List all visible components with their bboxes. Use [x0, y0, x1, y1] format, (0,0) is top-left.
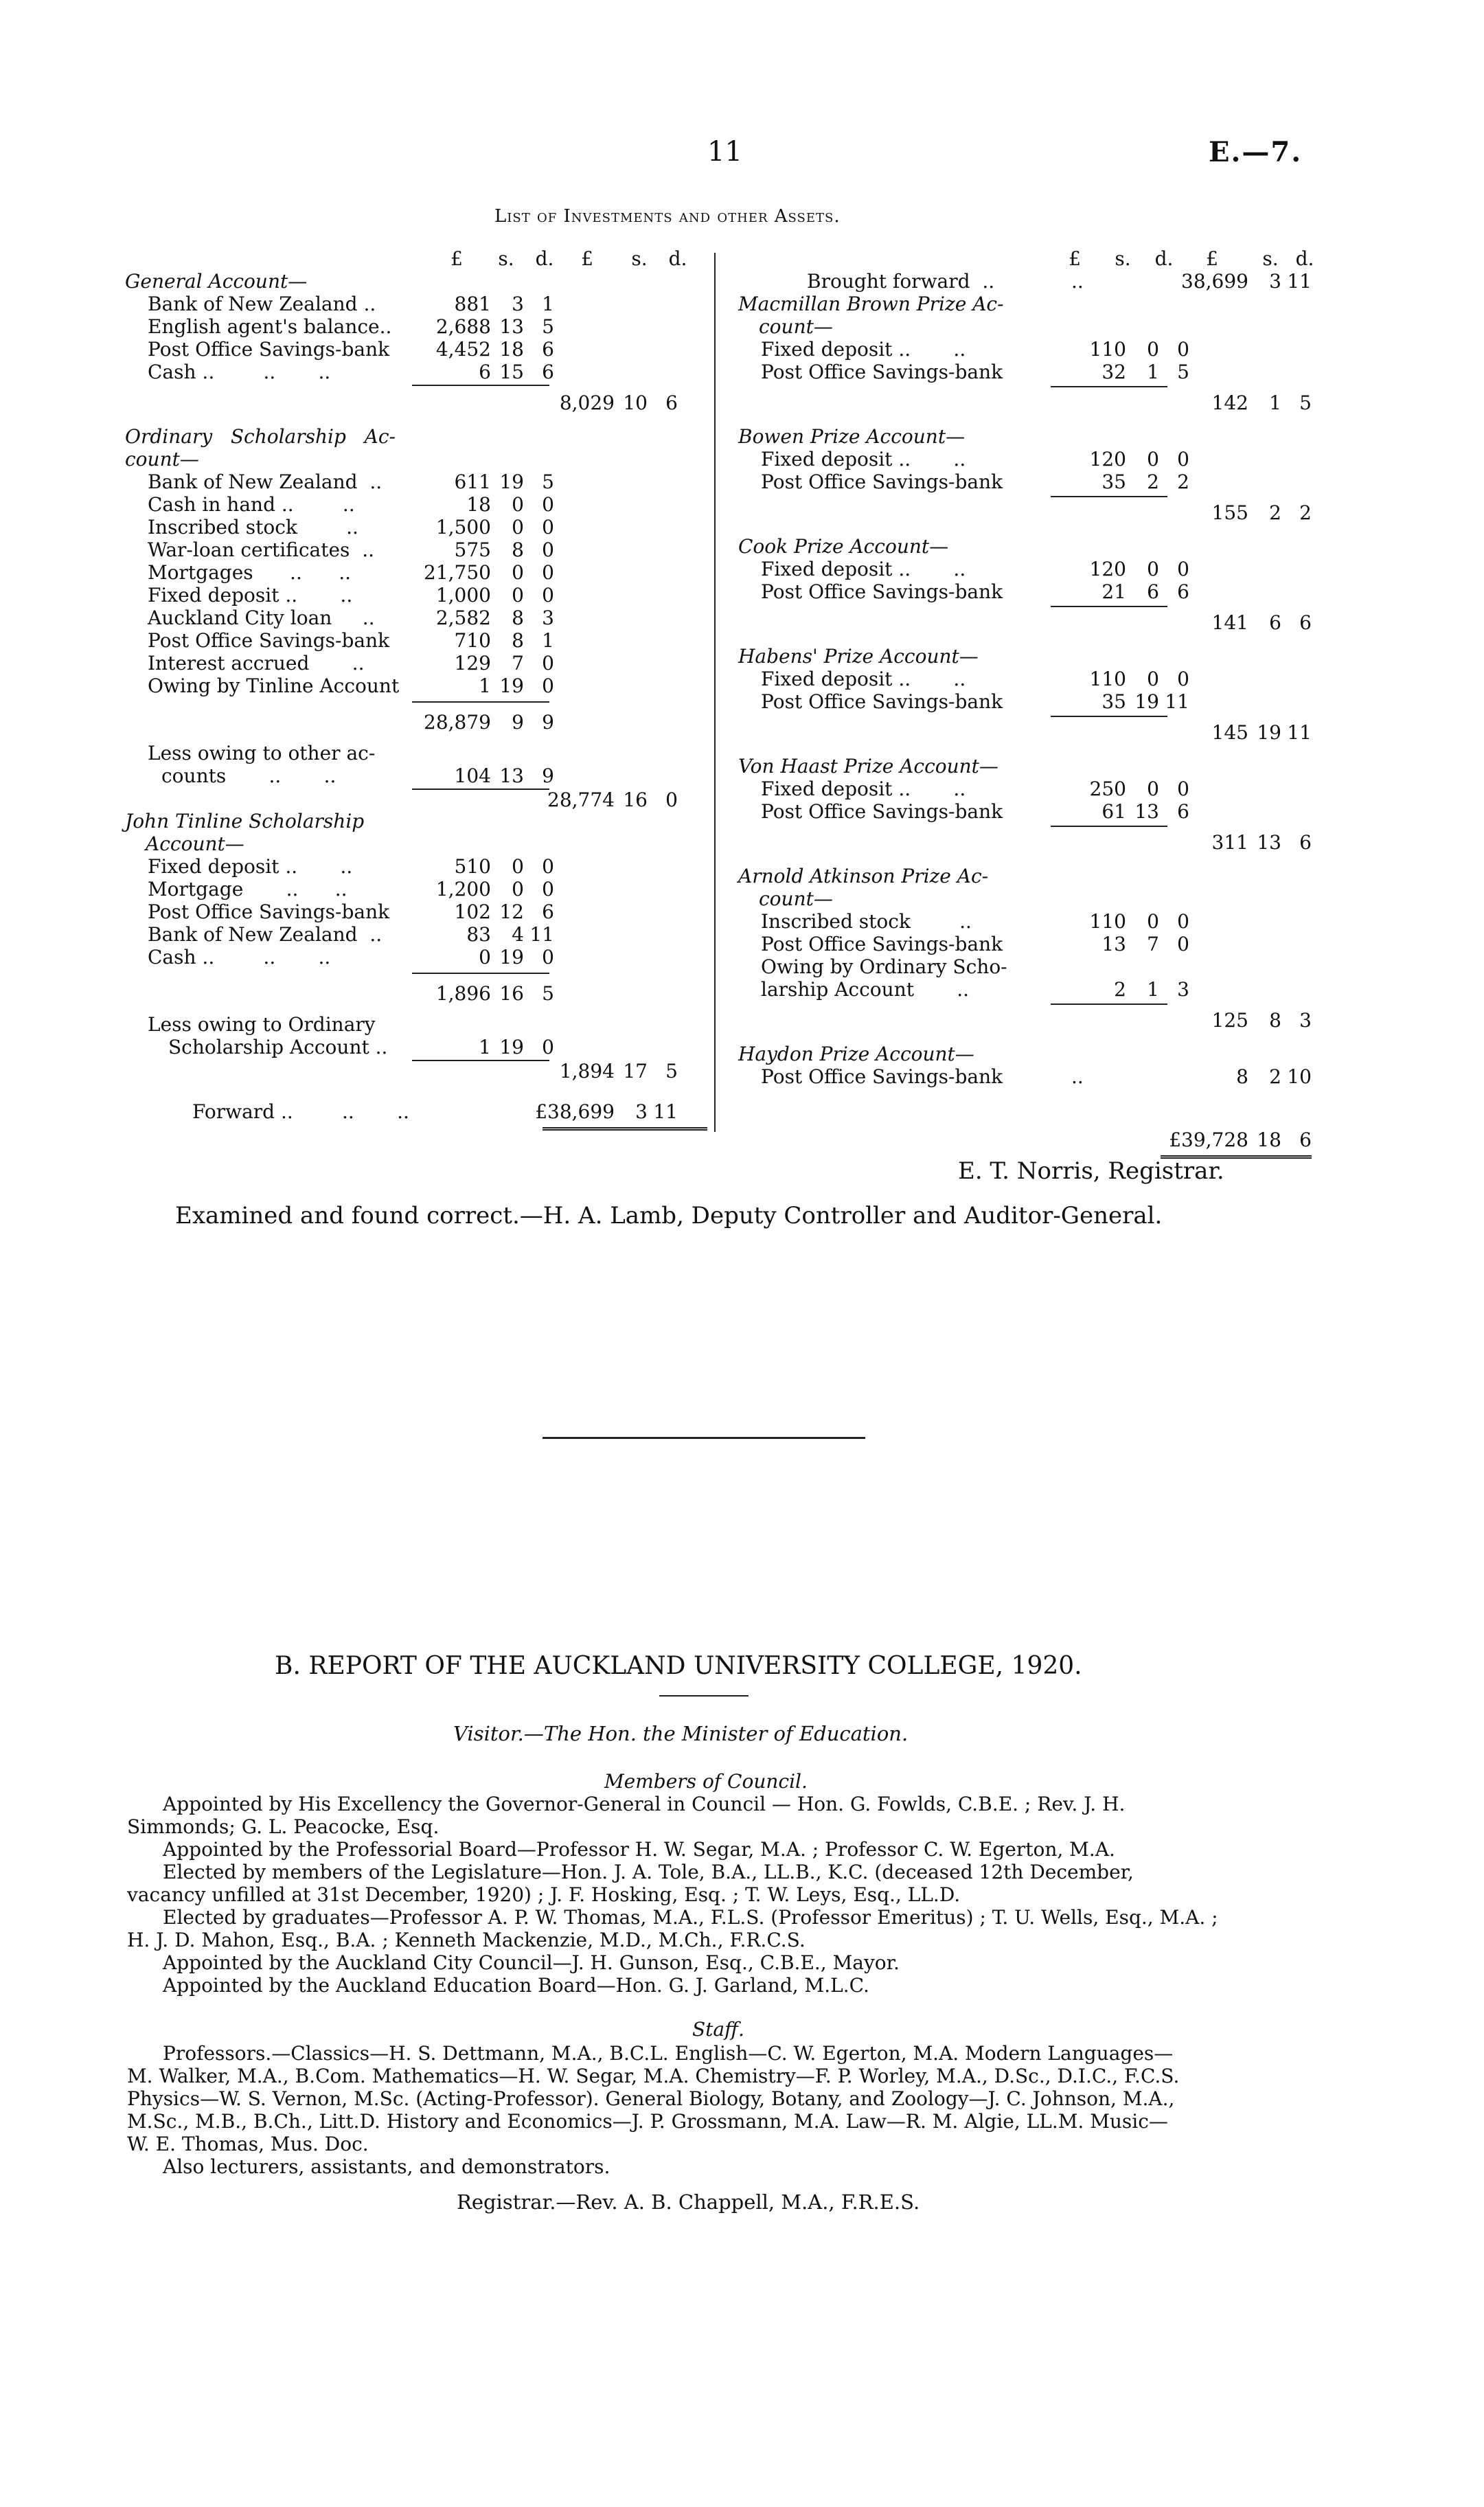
amount-shillings: 19: [499, 674, 524, 697]
account-heading: Arnold Atkinson Prize Ac-: [738, 865, 989, 887]
account-heading: count—: [759, 887, 833, 910]
currency-header: s.: [631, 247, 648, 270]
amount-pence: 0: [1177, 338, 1189, 361]
amount-pence: 9: [542, 764, 554, 787]
line-item-label: Bank of New Zealand ..: [148, 923, 383, 946]
amount-pence: 0: [542, 584, 554, 606]
amount-pounds: 2,688: [435, 315, 491, 338]
members-line: vacancy unfilled at 31st December, 1920) ; J. F. Hosking, Esq. ; T. W. Leys, Esq., LL.D.: [127, 1883, 961, 1906]
amount-shillings: 9: [512, 711, 524, 734]
members-line: Elected by graduates—Professor A. P. W. Thomas, M.A., F.L.S. (Professor Emeritus) ; T. U. Wells, Esq., M.A. ;: [163, 1906, 1218, 1929]
amount-pounds: 141: [1211, 611, 1248, 634]
amount-pounds: 18: [466, 493, 491, 516]
line-item-label: Bank of New Zealand ..: [148, 470, 383, 493]
amount-pounds: 2,582: [435, 606, 491, 629]
amount-pence: 3: [1177, 978, 1189, 1001]
amount-pence: 5: [1177, 361, 1189, 383]
amount-pence: 9: [542, 711, 554, 734]
line-item-label: Interest accrued ..: [148, 652, 365, 674]
amount-pounds: £38,699: [535, 1100, 615, 1123]
line-item-label: Post Office Savings-bank: [761, 580, 1003, 603]
line-item-label: Post Office Savings-bank: [761, 361, 1003, 383]
amount-pounds: 110: [1089, 910, 1126, 933]
subtotal-rule: [412, 973, 549, 974]
amount-shillings: 4: [512, 923, 524, 946]
subtotal-rule: [1051, 1003, 1167, 1005]
amount-pence: 11: [1287, 270, 1312, 293]
amount-pence: 6: [542, 900, 554, 923]
line-item-label: Fixed deposit .. ..: [761, 778, 966, 800]
amount-pounds: 83: [466, 923, 491, 946]
amount-shillings: 18: [499, 338, 524, 361]
amount-pence: 0: [1177, 448, 1189, 470]
amount-shillings: 18: [1257, 1128, 1281, 1151]
amount-pence: 2: [1299, 501, 1312, 524]
amount-shillings: 8: [512, 629, 524, 652]
amount-shillings: 1: [1147, 361, 1159, 383]
amount-shillings: 0: [512, 516, 524, 538]
amount-pounds: 1,000: [435, 584, 491, 606]
title-underline: [659, 1695, 749, 1697]
staff-line: W. E. Thomas, Mus. Doc.: [127, 2133, 369, 2155]
amount-shillings: 15: [499, 361, 524, 383]
amount-shillings: 17: [623, 1060, 648, 1082]
amount-pence: 5: [542, 982, 554, 1005]
amount-shillings: 8: [1269, 1009, 1281, 1032]
line-item-label: Post Office Savings-bank: [761, 800, 1003, 823]
amount-pounds: 110: [1089, 668, 1126, 690]
amount-pence: 6: [1177, 800, 1189, 823]
amount-shillings: 8: [512, 606, 524, 629]
amount-pounds: 1: [479, 674, 491, 697]
account-heading: count—: [125, 448, 199, 470]
subtotal-rule: [1051, 386, 1167, 387]
line-item-label: Fixed deposit .. ..: [148, 584, 353, 606]
line-item-label: Cash .. .. ..: [148, 946, 331, 968]
currency-header: d.: [1154, 247, 1174, 270]
amount-shillings: 1: [1147, 978, 1159, 1001]
line-item-label: Cash in hand .. ..: [148, 493, 355, 516]
column-divider: [714, 253, 716, 1132]
amount-pounds: £39,728: [1169, 1128, 1248, 1151]
amount-pounds: 13: [1101, 933, 1126, 955]
amount-shillings: 7: [512, 652, 524, 674]
line-item-label: Bank of New Zealand ..: [148, 293, 376, 315]
amount-pence: 5: [542, 470, 554, 493]
line-item-label: Brought forward ..: [807, 270, 995, 293]
amount-shillings: 0: [1147, 910, 1159, 933]
amount-pounds: 145: [1211, 721, 1248, 744]
account-heading: Ordinary Scholarship Ac-: [125, 425, 396, 448]
amount-shillings: 16: [499, 982, 524, 1005]
amount-pounds: 1,200: [435, 878, 491, 900]
amount-shillings: 19: [499, 470, 524, 493]
line-item-label: Fixed deposit .. ..: [761, 558, 966, 580]
line-item-label: Scholarship Account ..: [168, 1036, 388, 1058]
line-item-label: Post Office Savings-bank: [761, 1065, 1003, 1088]
amount-pounds: 6: [479, 361, 491, 383]
amount-pence: 0: [542, 878, 554, 900]
amount-pence: 0: [542, 1036, 554, 1058]
amount-pence: 5: [665, 1060, 678, 1082]
amount-shillings: 13: [499, 315, 524, 338]
amount-shillings: 2: [1147, 470, 1159, 493]
amount-shillings: 0: [512, 878, 524, 900]
amount-pence: 0: [1177, 558, 1189, 580]
amount-pounds: 1,500: [435, 516, 491, 538]
amount-pounds: 102: [454, 900, 491, 923]
line-item-label: Less owing to Ordinary: [148, 1013, 376, 1036]
line-item-label: Post Office Savings-bank: [148, 629, 390, 652]
amount-shillings: 19: [1257, 721, 1281, 744]
line-item-label: Post Office Savings-bank: [761, 933, 1003, 955]
amount-pence: 11: [1287, 721, 1312, 744]
amount-pence: 6: [1177, 580, 1189, 603]
amount-shillings: 0: [512, 493, 524, 516]
staff-line: Professors.—Classics—H. S. Dettmann, M.A., B.C.L. English—C. W. Egerton, M.A. Modern Languages—: [163, 2042, 1174, 2065]
amount-shillings: 0: [1147, 448, 1159, 470]
page-reference: E.—7.: [1209, 136, 1303, 168]
currency-header: d.: [1295, 247, 1314, 270]
registrar-line: Registrar.—Rev. A. B. Chappell, M.A., F.R.E.S.: [457, 2190, 920, 2214]
members-line: Elected by members of the Legislature—Hon. J. A. Tole, B.A., LL.B., K.C. (deceased 12th December,: [163, 1861, 1134, 1883]
amount-pounds: 311: [1211, 831, 1248, 854]
amount-pounds: 1: [479, 1036, 491, 1058]
account-heading: count—: [759, 315, 833, 338]
amount-pounds: 510: [454, 855, 491, 878]
amount-pence: 5: [542, 315, 554, 338]
amount-pounds: 142: [1211, 392, 1248, 414]
amount-pounds: 8,029: [559, 392, 615, 414]
amount-pounds: 1,896: [435, 982, 491, 1005]
amount-shillings: 8: [512, 538, 524, 561]
report-title: B. REPORT OF THE AUCKLAND UNIVERSITY COLLEGE, 1920.: [275, 1652, 1082, 1680]
line-item-label: Fixed deposit .. ..: [761, 668, 966, 690]
list-title: List of Investments and other Assets.: [494, 206, 841, 227]
line-item-label: Post Office Savings-bank: [148, 338, 390, 361]
subtotal-rule: [1051, 826, 1167, 827]
account-heading: Macmillan Brown Prize Ac-: [738, 293, 1004, 315]
amount-pence: 5: [1299, 392, 1312, 414]
staff-line: M. Walker, M.A., B.Com. Mathematics—H. W. Segar, M.A. Chemistry—F. P. Worley, M.A., D.Sc., D.I.C., F.C.S.: [127, 2065, 1180, 2087]
amount-pence: 0: [1177, 668, 1189, 690]
amount-pence: 0: [1177, 910, 1189, 933]
line-item-label: Less owing to other ac-: [148, 742, 376, 764]
subtotal-rule: [412, 701, 549, 703]
amount-pounds: 38,699: [1181, 270, 1248, 293]
amount-shillings: 0: [1147, 558, 1159, 580]
subtotal-rule: [412, 385, 549, 386]
members-line: Appointed by the Professorial Board—Professor H. W. Segar, M.A. ; Professor C. W. Egerton, M.A.: [163, 1838, 1115, 1861]
amount-pounds: 32: [1101, 361, 1126, 383]
amount-shillings: 0: [1147, 778, 1159, 800]
line-item-label: Post Office Savings-bank: [761, 470, 1003, 493]
subtotal-rule: [1051, 496, 1167, 497]
amount-shillings: 13: [499, 764, 524, 787]
amount-shillings: 6: [1269, 611, 1281, 634]
amount-pounds: 125: [1211, 1009, 1248, 1032]
currency-header: £: [581, 247, 593, 270]
amount-pence: 0: [665, 789, 678, 811]
members-line: Simmonds; G. L. Peacocke, Esq.: [127, 1815, 440, 1838]
amount-pounds: 710: [454, 629, 491, 652]
amount-pounds: 35: [1101, 470, 1126, 493]
amount-pounds: 881: [454, 293, 491, 315]
staff-line: M.Sc., M.B., B.Ch., Litt.D. History and Economics—J. P. Grossmann, M.A. Law—R. M. Algie, LL.M. Music—: [127, 2110, 1168, 2133]
members-heading: Members of Council.: [604, 1770, 808, 1793]
amount-pence: 1: [542, 629, 554, 652]
amount-shillings: 1: [1269, 392, 1281, 414]
amount-pence: 0: [542, 946, 554, 968]
section-separator: [543, 1437, 865, 1439]
amount-pence: 1: [542, 293, 554, 315]
amount-pounds: 61: [1101, 800, 1126, 823]
amount-shillings: 19: [499, 1036, 524, 1058]
amount-pence: 6: [542, 338, 554, 361]
amount-shillings: 3: [635, 1100, 648, 1123]
currency-header: d.: [535, 247, 554, 270]
amount-pence: 6: [542, 361, 554, 383]
line-item-label: larship Account ..: [761, 978, 970, 1001]
amount-shillings: 0: [512, 855, 524, 878]
amount-shillings: 0: [1147, 338, 1159, 361]
line-item-label: War-loan certificates ..: [148, 538, 375, 561]
amount-pounds: 250: [1089, 778, 1126, 800]
amount-pence: 0: [542, 652, 554, 674]
members-line: Appointed by His Excellency the Governor-General in Council — Hon. G. Fowlds, C.B.E. ; Rev. J. H.: [163, 1793, 1126, 1815]
amount-shillings: 13: [1257, 831, 1281, 854]
amount-shillings: 16: [623, 789, 648, 811]
amount-shillings: 2: [1269, 501, 1281, 524]
line-item-label: English agent's balance..: [148, 315, 392, 338]
visitor-line: Visitor.—The Hon. the Minister of Education.: [453, 1722, 909, 1745]
amount-shillings: 13: [1134, 800, 1159, 823]
amount-shillings: 3: [512, 293, 524, 315]
amount-pence: 6: [665, 392, 678, 414]
amount-pence: 0: [1177, 778, 1189, 800]
account-heading: Account—: [146, 832, 244, 855]
line-item-label: Mortgage .. ..: [148, 878, 347, 900]
account-heading: General Account—: [125, 270, 308, 293]
amount-pence: 6: [1299, 611, 1312, 634]
amount-pence: 0: [542, 538, 554, 561]
amount-pence: 3: [1299, 1009, 1312, 1032]
amount-pence: 11: [529, 923, 554, 946]
line-item-label: Inscribed stock ..: [761, 910, 972, 933]
members-line: H. J. D. Mahon, Esq., B.A. ; Kenneth Mackenzie, M.D., M.Ch., F.R.C.S.: [127, 1929, 806, 1951]
line-item-label: Owing by Ordinary Scho-: [761, 955, 1007, 978]
subtotal-rule: [1051, 606, 1167, 607]
amount-pounds: 104: [454, 764, 491, 787]
amount-pence: 0: [542, 516, 554, 538]
amount-pence: 0: [542, 493, 554, 516]
forward-label: Forward .. .. ..: [192, 1100, 409, 1123]
amount-pence: 2: [1177, 470, 1189, 493]
amount-pounds: 21,750: [424, 561, 491, 584]
account-heading: John Tinline Scholarship: [125, 810, 365, 832]
amount-shillings: 2: [1269, 1065, 1281, 1088]
line-item-label: Post Office Savings-bank: [761, 690, 1003, 713]
currency-header: £: [1206, 247, 1218, 270]
currency-header: £: [450, 247, 463, 270]
dots: ..: [1071, 1065, 1084, 1088]
currency-header: s.: [1262, 247, 1279, 270]
staff-heading: Staff.: [692, 2018, 744, 2041]
amount-pounds: 21: [1101, 580, 1126, 603]
line-item-label: counts .. ..: [161, 764, 336, 787]
members-line: Appointed by the Auckland Education Board—Hon. G. J. Garland, M.L.C.: [163, 1974, 869, 1997]
amount-shillings: 3: [1269, 270, 1281, 293]
amount-pounds: 4,452: [435, 338, 491, 361]
currency-header: d.: [668, 247, 687, 270]
amount-shillings: 12: [499, 900, 524, 923]
amount-pounds: 575: [454, 538, 491, 561]
amount-shillings: 0: [512, 584, 524, 606]
amount-pounds: 8: [1236, 1065, 1248, 1088]
amount-pounds: 1,894: [559, 1060, 615, 1082]
staff-line: Physics—W. S. Vernon, M.Sc. (Acting-Professor). General Biology, Botany, and Zoology—J. C. Johnson, M.A.,: [127, 2087, 1175, 2110]
line-item-label: Fixed deposit .. ..: [761, 448, 966, 470]
line-item-label: Fixed deposit .. ..: [148, 855, 353, 878]
amount-pounds: 120: [1089, 448, 1126, 470]
amount-pounds: 28,774: [547, 789, 615, 811]
account-heading: Haydon Prize Account—: [738, 1043, 974, 1065]
amount-shillings: 10: [623, 392, 648, 414]
currency-header: £: [1069, 247, 1081, 270]
members-line: Appointed by the Auckland City Council—J. H. Gunson, Esq., C.B.E., Mayor.: [163, 1951, 900, 1974]
amount-pounds: 28,879: [424, 711, 491, 734]
amount-pence: 0: [1177, 933, 1189, 955]
amount-pence: 3: [542, 606, 554, 629]
amount-pounds: 155: [1211, 501, 1248, 524]
line-item-label: Auckland City loan ..: [148, 606, 375, 629]
account-heading: Von Haast Prize Account—: [738, 755, 998, 778]
line-item-label: Inscribed stock ..: [148, 516, 358, 538]
registrar-signature: E. T. Norris, Registrar.: [958, 1157, 1224, 1185]
amount-pounds: 35: [1101, 690, 1126, 713]
amount-pence: 10: [1287, 1065, 1312, 1088]
amount-pence: 11: [653, 1100, 678, 1123]
amount-pounds: 611: [454, 470, 491, 493]
amount-pounds: 110: [1089, 338, 1126, 361]
amount-shillings: 7: [1147, 933, 1159, 955]
amount-pence: 0: [542, 674, 554, 697]
amount-pence: 0: [542, 855, 554, 878]
amount-shillings: 0: [512, 561, 524, 584]
amount-shillings: 6: [1147, 580, 1159, 603]
amount-pence: 6: [1299, 1128, 1312, 1151]
account-heading: Cook Prize Account—: [738, 535, 949, 558]
amount-pounds: 120: [1089, 558, 1126, 580]
currency-header: s.: [498, 247, 514, 270]
amount-pounds: 0: [479, 946, 491, 968]
amount-pounds: 129: [454, 652, 491, 674]
staff-list: [127, 2042, 1308, 2178]
amount-shillings: 19: [499, 946, 524, 968]
examined-statement: Examined and found correct.—H. A. Lamb, Deputy Controller and Auditor-General.: [175, 1202, 1163, 1229]
page-number: 11: [707, 136, 742, 168]
members-list: [127, 1793, 1308, 1997]
line-item-label: Mortgages .. ..: [148, 561, 352, 584]
line-item-label: Owing by Tinline Account: [148, 674, 400, 697]
line-item-label: Cash .. .. ..: [148, 361, 331, 383]
line-item-label: Post Office Savings-bank: [148, 900, 390, 923]
amount-pence: 0: [542, 561, 554, 584]
currency-header: s.: [1115, 247, 1131, 270]
amount-pounds: 2: [1114, 978, 1126, 1001]
amount-pence: 11: [1165, 690, 1189, 713]
amount-shillings: 19: [1134, 690, 1159, 713]
account-heading: Bowen Prize Account—: [738, 425, 966, 448]
staff-line: Also lecturers, assistants, and demonstrators.: [163, 2155, 610, 2178]
line-item-label: Fixed deposit .. ..: [761, 338, 966, 361]
dots: ..: [1071, 270, 1084, 293]
subtotal-rule: [1051, 716, 1167, 717]
amount-pence: 6: [1299, 831, 1312, 854]
account-heading: Habens' Prize Account—: [738, 645, 979, 668]
total-rule: [543, 1127, 707, 1131]
amount-shillings: 0: [1147, 668, 1159, 690]
